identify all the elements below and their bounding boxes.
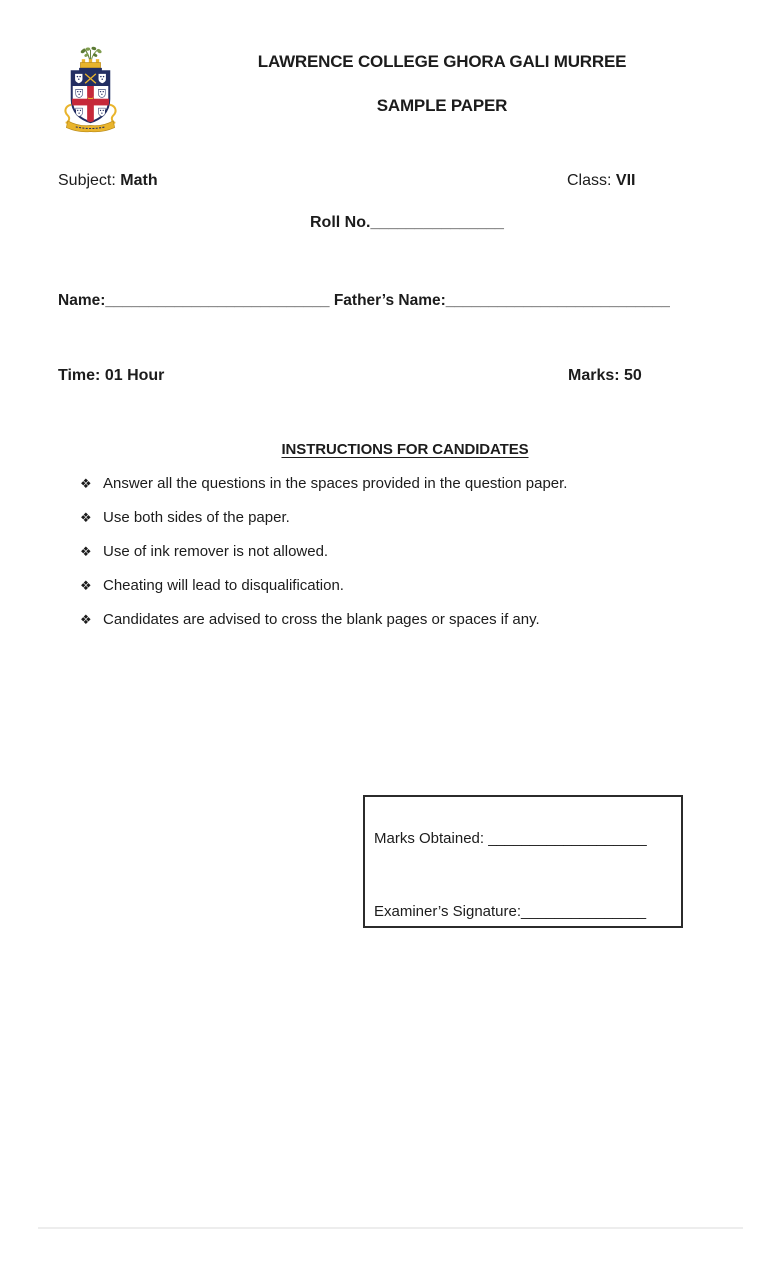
instruction-item [80, 508, 720, 528]
marks-obtained-box [363, 795, 683, 928]
instruction-item [80, 474, 720, 494]
diamond-bullet-icon: ❖ [80, 578, 92, 593]
diamond-bullet-icon: ❖ [80, 544, 92, 559]
crest-shield [72, 71, 110, 122]
diamond-bullet-icon: ❖ [80, 476, 92, 491]
instructions-heading: INSTRUCTIONS FOR CANDIDATES [281, 441, 529, 458]
instruction-text: Use both sides of the paper. [103, 509, 290, 526]
page-subtitle: SAMPLE PAPER [376, 96, 508, 115]
instruction-text: Cheating will lead to disqualification. [103, 577, 344, 594]
name-and-fathers-name-field: Name:__________________________ Father’s Name:__________________________ [58, 292, 670, 309]
instruction-text: Answer all the questions in the spaces provided in the question paper. [103, 475, 568, 492]
subject-label: Subject: [58, 172, 116, 189]
crest-crown [79, 59, 102, 71]
subject-row [58, 172, 158, 190]
instruction-item [80, 542, 720, 562]
class-value: VII [615, 172, 636, 189]
instruction-item [80, 576, 720, 596]
diamond-bullet-icon: ❖ [80, 510, 92, 525]
instructions-list [80, 474, 720, 644]
page-title: LAWRENCE COLLEGE GHORA GALI MURREE [257, 52, 627, 71]
examiner-signature-field: Examiner’s Signature:_______________ [374, 903, 647, 920]
diamond-bullet-icon: ❖ [80, 612, 92, 627]
subject-value: Math [120, 172, 158, 189]
instruction-text: Use of ink remover is not allowed. [103, 543, 329, 560]
college-crest-logo [57, 45, 124, 135]
time-allowed: Time: 01 Hour [58, 367, 165, 384]
roll-no-field: Roll No._______________ [310, 214, 504, 231]
class-label: Class: [567, 172, 612, 189]
marks-obtained-field: Marks Obtained: ___________________ [374, 830, 647, 847]
class-row [567, 172, 635, 190]
total-marks: Marks: 50 [568, 367, 642, 384]
instruction-text: Candidates are advised to cross the blank pages or spaces if any. [103, 611, 540, 628]
page-bottom-divider [38, 1227, 743, 1229]
instruction-item [80, 610, 720, 630]
